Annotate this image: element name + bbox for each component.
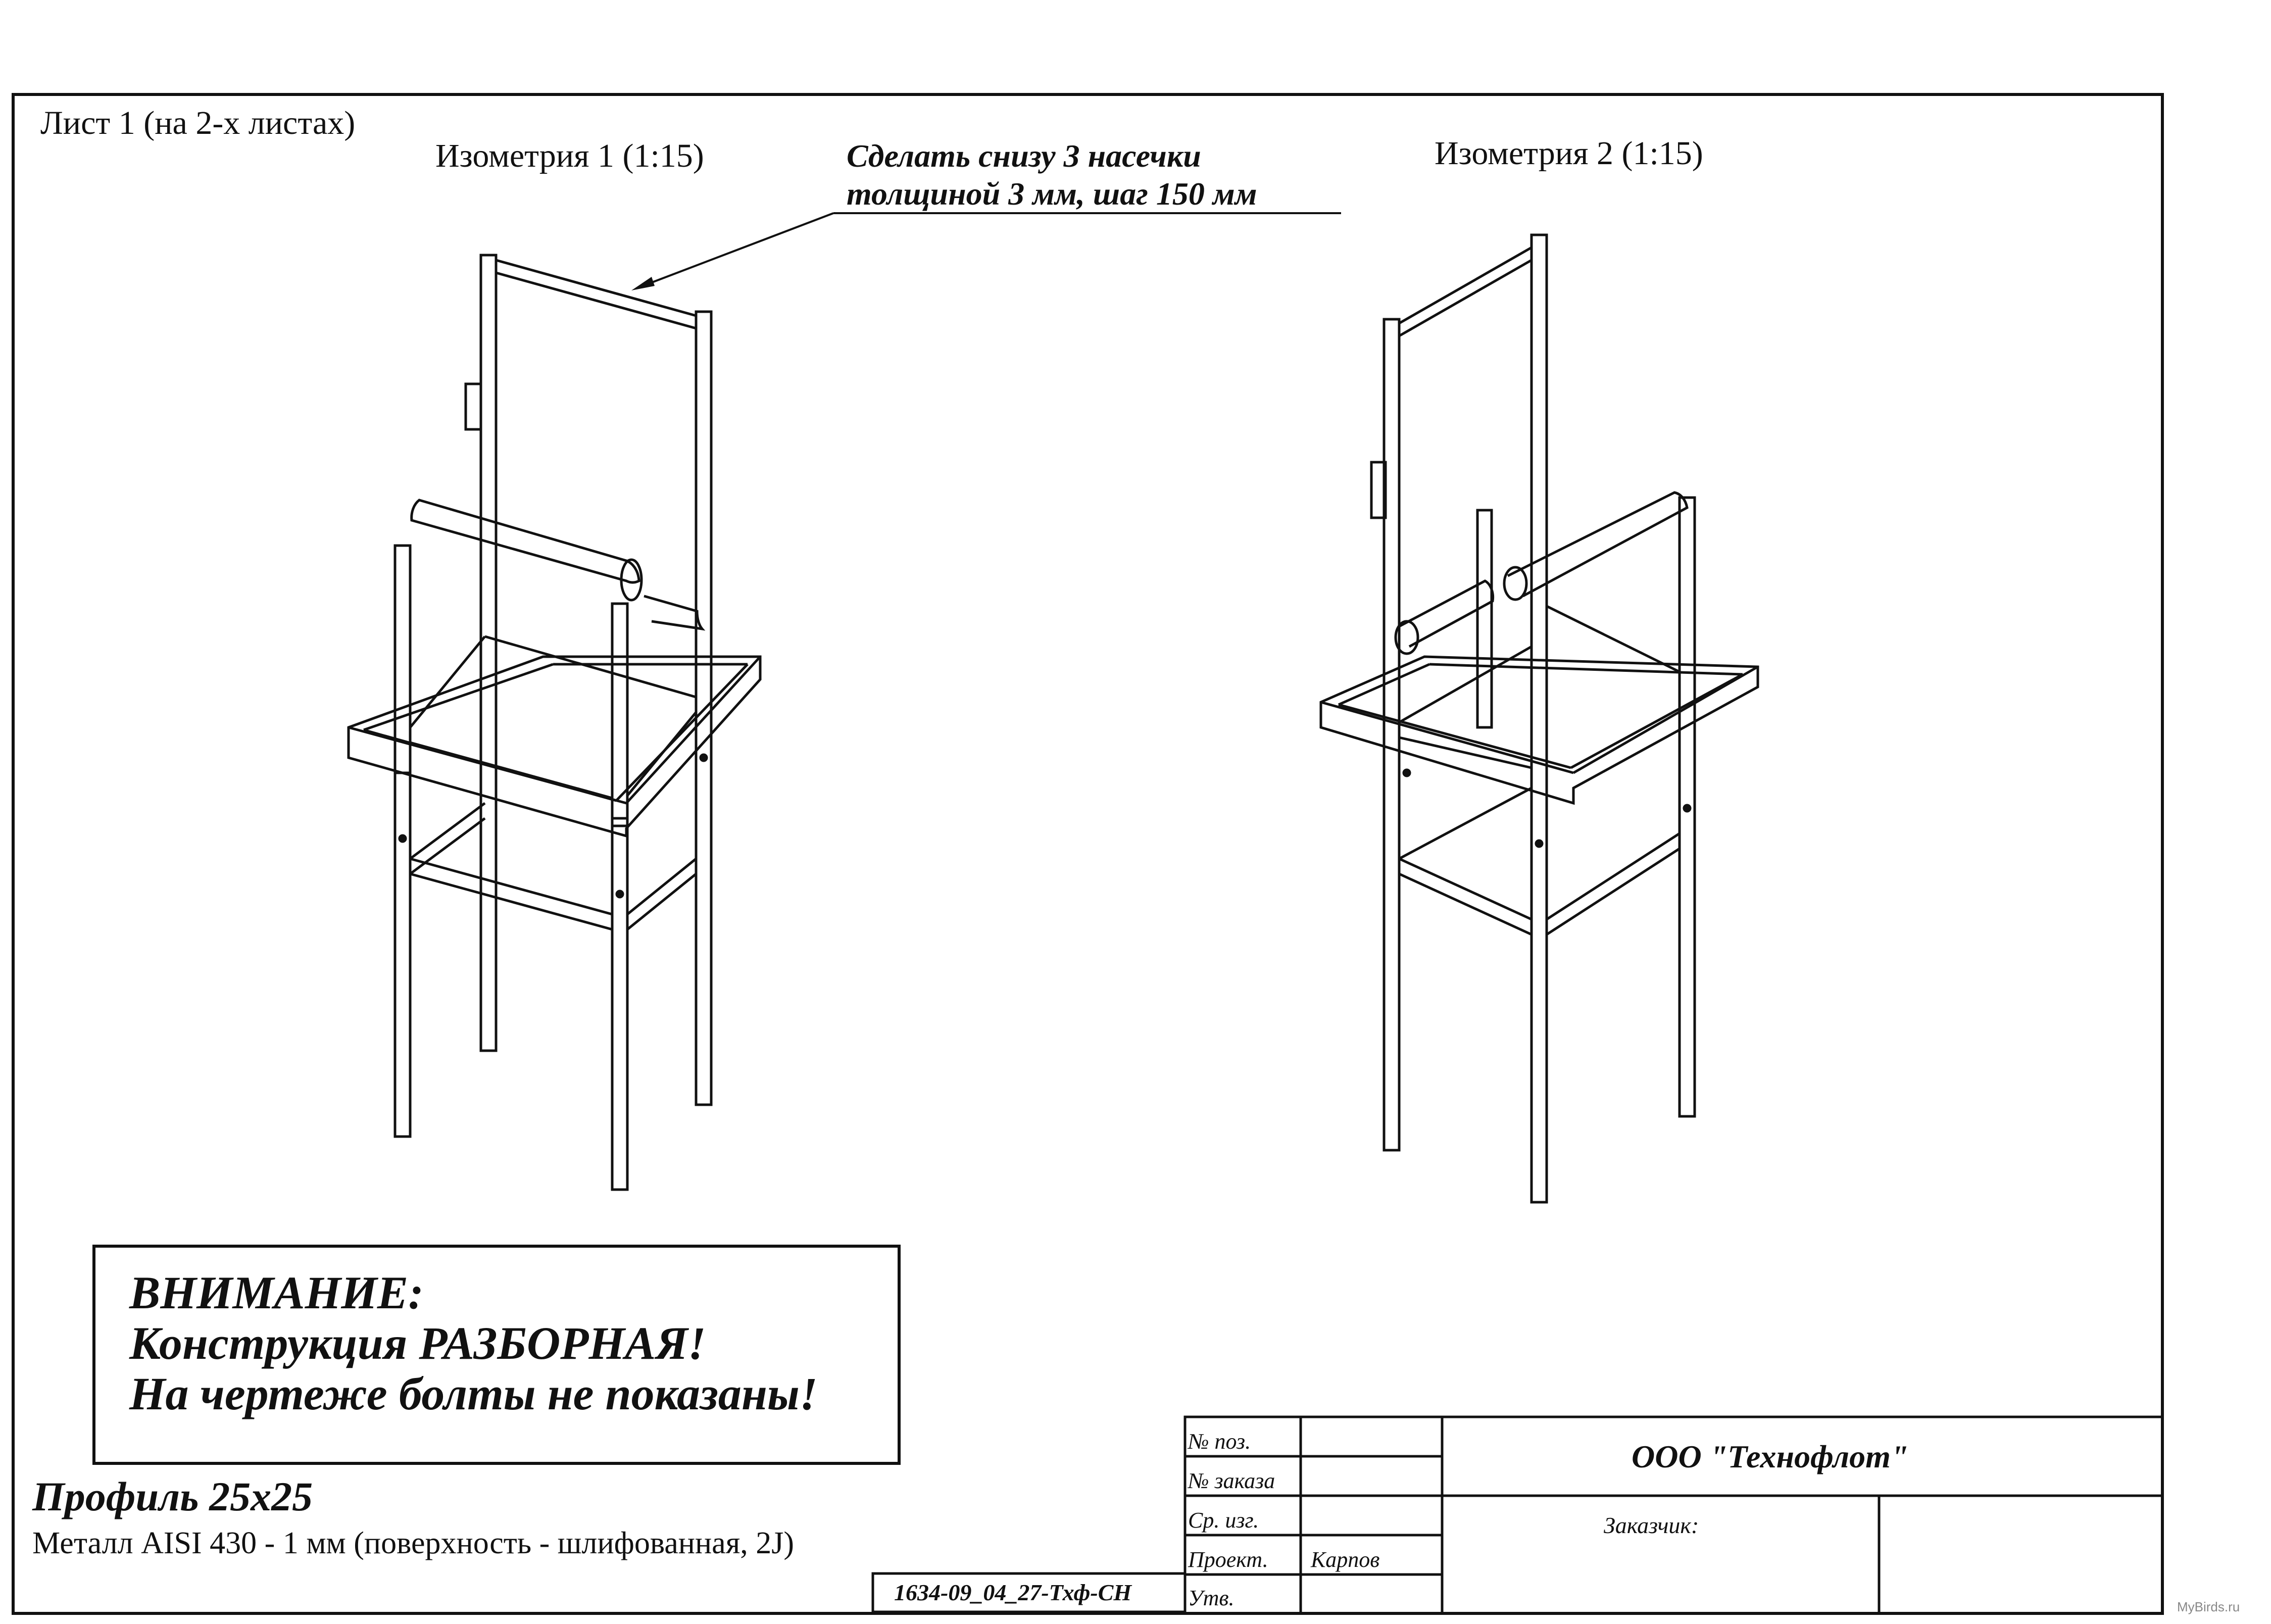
view-title-1: Изометрия 1 (1:15) [435, 137, 704, 174]
tb-organization: ООО "Технофлот" [1632, 1439, 1909, 1474]
callout-leader [631, 213, 1341, 290]
warning-line-1: ВНИМАНИЕ: [129, 1267, 424, 1318]
tb-client-label: Заказчик: [1604, 1512, 1699, 1538]
warning-line-2: Конструкция РАЗБОРНАЯ! [129, 1317, 706, 1369]
callout-line-2: толщиной 3 мм, шаг 150 мм [847, 176, 1257, 212]
profile-spec: Профиль 25х25 [32, 1473, 313, 1519]
callout-line-1: Сделать снизу 3 насечки [847, 138, 1201, 174]
document-code: 1634-09_04_27-Тхф-СН [894, 1580, 1132, 1605]
isometry-2-drawing [1321, 235, 1758, 1202]
tb-label-pos: № поз. [1188, 1429, 1251, 1454]
view-title-2: Изометрия 2 (1:15) [1435, 135, 1703, 172]
tb-label-check: Ср. изг. [1188, 1508, 1259, 1533]
tb-label-approve: Утв. [1188, 1586, 1235, 1610]
metal-spec: Металл AISI 430 - 1 мм (поверхность - шлифованная, 2J) [32, 1526, 794, 1560]
watermark: MyBirds.ru [2177, 1599, 2240, 1614]
tb-value-designer: Карпов [1311, 1547, 1380, 1572]
tb-label-order: № заказа [1188, 1468, 1275, 1493]
tb-label-design: Проект. [1188, 1547, 1268, 1572]
isometry-1-drawing [349, 255, 760, 1190]
sheet-label: Лист 1 (на 2-х листах) [40, 105, 356, 141]
warning-line-3: На чертеже болты не показаны! [129, 1368, 818, 1419]
